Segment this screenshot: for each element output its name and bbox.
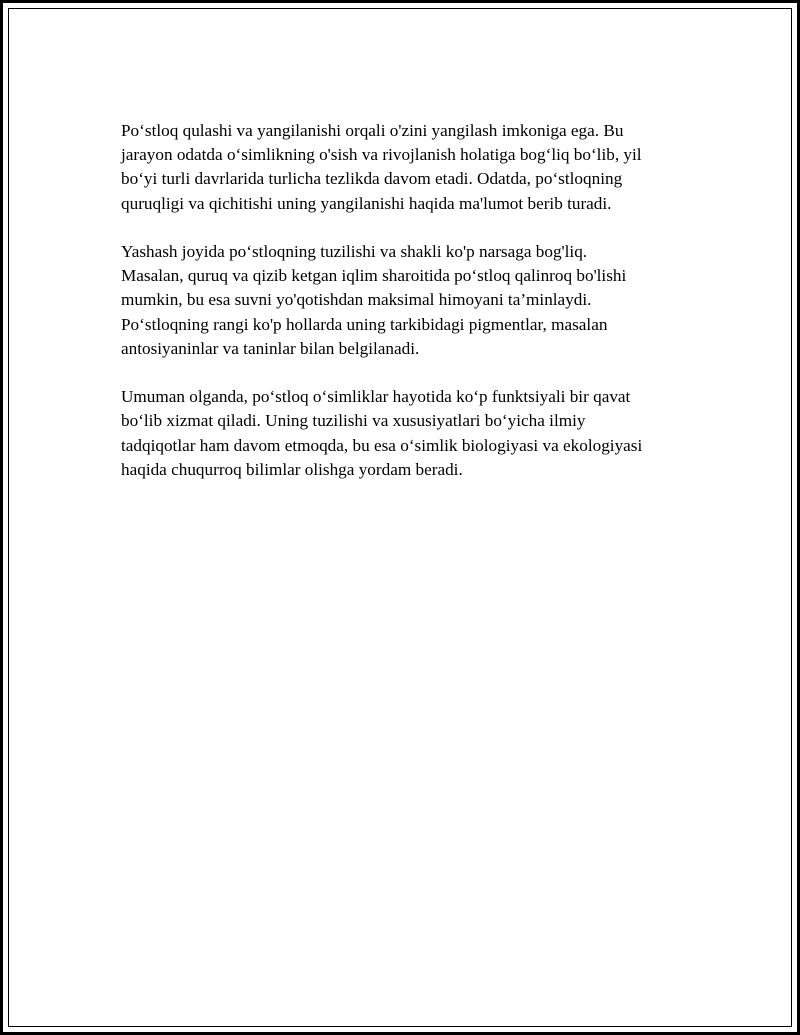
paragraph-bark-summary: Umuman olganda, po‘stloq o‘simliklar hayotida ko‘p funktsiyali bir qavat bo‘lib xizmat qiladi. Uning tuzilishi va xususiyatlari bo‘yicha ilmiy tadqiqotlar ham davom etmoqda, bu esa o‘simlik biologiyasi va ekologiyasi haqida chuqurroq bilimlar olishga yordam beradi. xyxy=(121,387,643,479)
paragraph-bark-structure: Yashash joyida po‘stloqning tuzilishi va shakli ko'p narsaga bog'liq. Masalan, quruq va qizib ketgan iqlim sharoitida po‘stloq qalinroq bo'lishi mumkin, bu esa suvni yo'qotishdan maksimal himoyani ta’minlaydi. Po‘stloqning rangi ko'p hollarda uning tarkibidagi pigmentlar, masalan antosiyaninlar va taninlar bilan belgilanadi. xyxy=(121,242,627,358)
paragraph-bark-renewal: Po‘stloq qulashi va yangilanishi orqali o'zini yangilash imkoniga ega. Bu jarayon odatda o‘simlikning o'sish va rivojlanish holatiga bog‘liq bo‘lib, yil bo‘yi turli davrlarida turlicha tezlikda davom etadi. Odatda, po‘stloqning quruqligi va qichitishi uning yangilanishi haqida ma'lumot berib turadi. xyxy=(121,121,642,213)
document-body xyxy=(121,119,701,506)
